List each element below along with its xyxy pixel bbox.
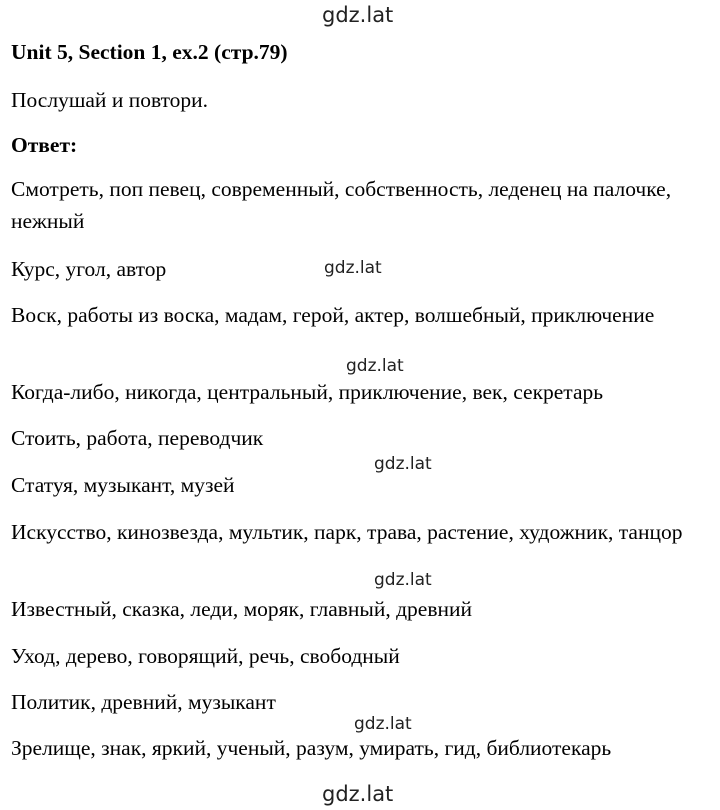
- watermark: gdz.lat: [374, 454, 432, 474]
- watermark: gdz.lat: [346, 356, 404, 376]
- instruction-text: Послушай и повтори.: [11, 88, 209, 112]
- page-title: Unit 5, Section 1, ex.2 (стр.79): [11, 40, 288, 64]
- answer-line: Уход, дерево, говорящий, речь, свободный: [11, 644, 400, 668]
- answer-line: Известный, сказка, леди, моряк, главный, древний: [11, 597, 473, 621]
- answer-label: Ответ:: [11, 133, 78, 157]
- answer-line: Курс, угол, автор: [11, 257, 167, 281]
- answer-line: Политик, древний, музыкант: [11, 690, 276, 714]
- answer-line: Стоить, работа, переводчик: [11, 426, 264, 450]
- answer-line: Смотреть, поп певец, современный, собственность, леденец на палочке, нежный: [11, 177, 672, 233]
- watermark: gdz.lat: [374, 570, 432, 590]
- answer-line: Воск, работы из воска, мадам, герой, актер, волшебный, приключение: [11, 303, 655, 327]
- answer-line: Зрелище, знак, яркий, ученый, разум, умирать, гид, библиотекарь: [11, 736, 612, 760]
- watermark: gdz.lat: [322, 3, 394, 27]
- answer-line: Искусство, кинозвезда, мультик, парк, трава, растение, художник, танцор: [11, 520, 683, 544]
- answer-line: Когда-либо, никогда, центральный, приключение, век, секретарь: [11, 380, 604, 404]
- watermark: gdz.lat: [354, 714, 412, 734]
- watermark: gdz.lat: [324, 258, 382, 278]
- watermark: gdz.lat: [322, 782, 394, 806]
- answer-line: Статуя, музыкант, музей: [11, 473, 235, 497]
